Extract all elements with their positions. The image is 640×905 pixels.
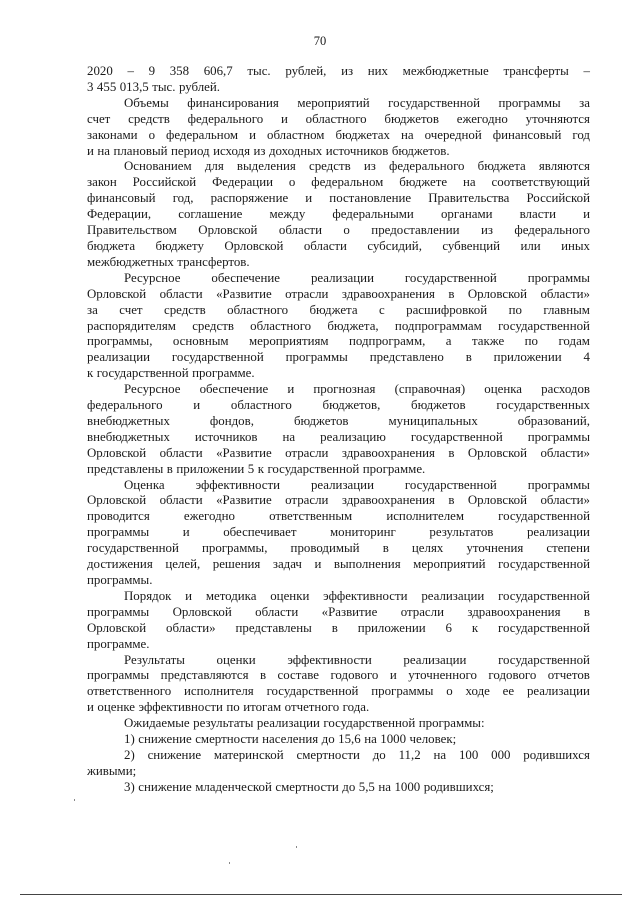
text-line: 1) снижение смертности населения до 15,6 на 1000 человек;: [124, 732, 457, 747]
paragraph-efficiency-assessment: [87, 478, 590, 589]
text-line: 3 455 013,5 тыс. рублей.: [87, 79, 221, 94]
text-line: 3) снижение младенческой смертности до 5,5 на 1000 родившихся;: [124, 779, 494, 794]
page-number: 70: [313, 34, 327, 48]
bottom-border-line: [20, 894, 622, 895]
scan-speck: [296, 846, 297, 848]
text-line: законами о федеральном и областном бюджетах на очередной финансовый год: [87, 127, 590, 142]
text-line: 2) снижение материнской смертности до 11,2 на 100 000 родившихся: [124, 747, 590, 762]
text-line: Орловской области «Развитие отрасли здравоохранения в Орловской области»: [87, 286, 590, 301]
paragraph-resource-appendix-4: [87, 271, 590, 382]
paragraph-funding-2020: [87, 64, 590, 96]
text-line: Орловской области» представлены в приложении 6 к государственной: [87, 620, 590, 635]
document-body: [87, 64, 590, 796]
paragraph-methodology-appendix-6: [87, 589, 590, 653]
text-line: программы.: [87, 573, 153, 587]
paragraph-federal-grounds: [87, 159, 590, 270]
paragraph-expected-results-heading: [87, 716, 590, 732]
text-line: Орловской области «Развитие отрасли здравоохранения в Орловской области»: [87, 445, 590, 460]
text-line: внебюджетных фондов, бюджетов муниципальных образований,: [87, 413, 590, 428]
text-line: за счет средств областного бюджета с расшифровкой по главным: [87, 302, 590, 317]
text-line: к государственной программе.: [87, 366, 255, 381]
text-line: программы представляются в составе годового и уточненного годового отчетов: [87, 668, 590, 683]
text-line: внебюджетных источников на реализацию государственной программы: [87, 429, 590, 444]
text-line: программы Орловской области «Развитие отрасли здравоохранения в: [87, 604, 590, 619]
text-line: программе.: [87, 636, 150, 651]
paragraph-assessment-results: [87, 653, 590, 717]
paragraph-resource-appendix-5: [87, 382, 590, 477]
text-line: достижения целей, решения задач и выполнения мероприятий государственной: [87, 557, 590, 572]
text-line: финансовый год, распоряжение и постановление Правительства Российской: [87, 191, 590, 206]
text-line: и оценке эффективности по итогам отчетного года.: [87, 700, 370, 715]
text-line: бюджета бюджету Орловской области субсидий, субвенций или иных: [87, 238, 590, 253]
paragraph-result-2: [87, 748, 590, 780]
text-line: программы, основным мероприятиям подпрограмм, а также по годам: [87, 334, 590, 349]
text-line: Основанием для выделения средств из федерального бюджета являются: [124, 159, 590, 174]
paragraph-result-1: [87, 732, 590, 748]
text-line: реализации государственной программы представлено в приложении 4: [87, 350, 590, 365]
text-line: Ресурсное обеспечение реализации государственной программы: [124, 270, 590, 285]
text-line: федерального и областного бюджетов, бюджетов государственных: [87, 398, 590, 413]
text-line: живыми;: [87, 763, 137, 778]
text-line: Федерации, соглашение между федеральными органами власти и: [87, 207, 590, 222]
text-line: закон Российской Федерации о федеральном бюджете на соответствующий: [87, 175, 590, 190]
text-line: 2020 – 9 358 606,7 тыс. рублей, из них межбюджетные трансферты –: [87, 64, 590, 78]
text-line: счет средств федерального и областного бюджетов ежегодно уточняются: [87, 111, 590, 126]
text-line: межбюджетных трансфертов.: [87, 254, 250, 269]
paragraph-result-3: [87, 780, 590, 796]
scan-speck: [74, 799, 75, 801]
text-line: Порядок и методика оценки эффективности реализации государственной: [124, 588, 590, 603]
text-line: Орловской области «Развитие отрасли здравоохранения в Орловской области»: [87, 493, 590, 508]
text-line: государственной программы, проводимый в целях уточнения степени: [87, 541, 590, 556]
text-line: Результаты оценки эффективности реализации государственной: [124, 652, 590, 667]
text-line: ответственного исполнителя государственной программы о ходе ее реализации: [87, 684, 590, 699]
text-line: Оценка эффективности реализации государственной программы: [124, 477, 590, 492]
text-line: программы и обеспечивает мониторинг результатов реализации: [87, 525, 590, 540]
text-line: Правительством Орловской области о предоставлении из федерального: [87, 223, 590, 238]
text-line: проводится ежегодно ответственным исполнителем государственной: [87, 509, 590, 524]
scan-speck: [229, 862, 230, 864]
text-line: и на плановый период исходя из доходных источников бюджетов.: [87, 143, 450, 158]
text-line: представлены в приложении 5 к государственной программе.: [87, 461, 426, 476]
text-line: Ресурсное обеспечение и прогнозная (справочная) оценка расходов: [124, 382, 590, 397]
text-line: распорядителям средств областного бюджета, подпрограммам государственной: [87, 318, 590, 333]
paragraph-federal-regional-volumes: [87, 96, 590, 160]
text-line: Объемы финансирования мероприятий государственной программы за: [124, 95, 590, 110]
text-line: Ожидаемые результаты реализации государственной программы:: [124, 716, 485, 731]
